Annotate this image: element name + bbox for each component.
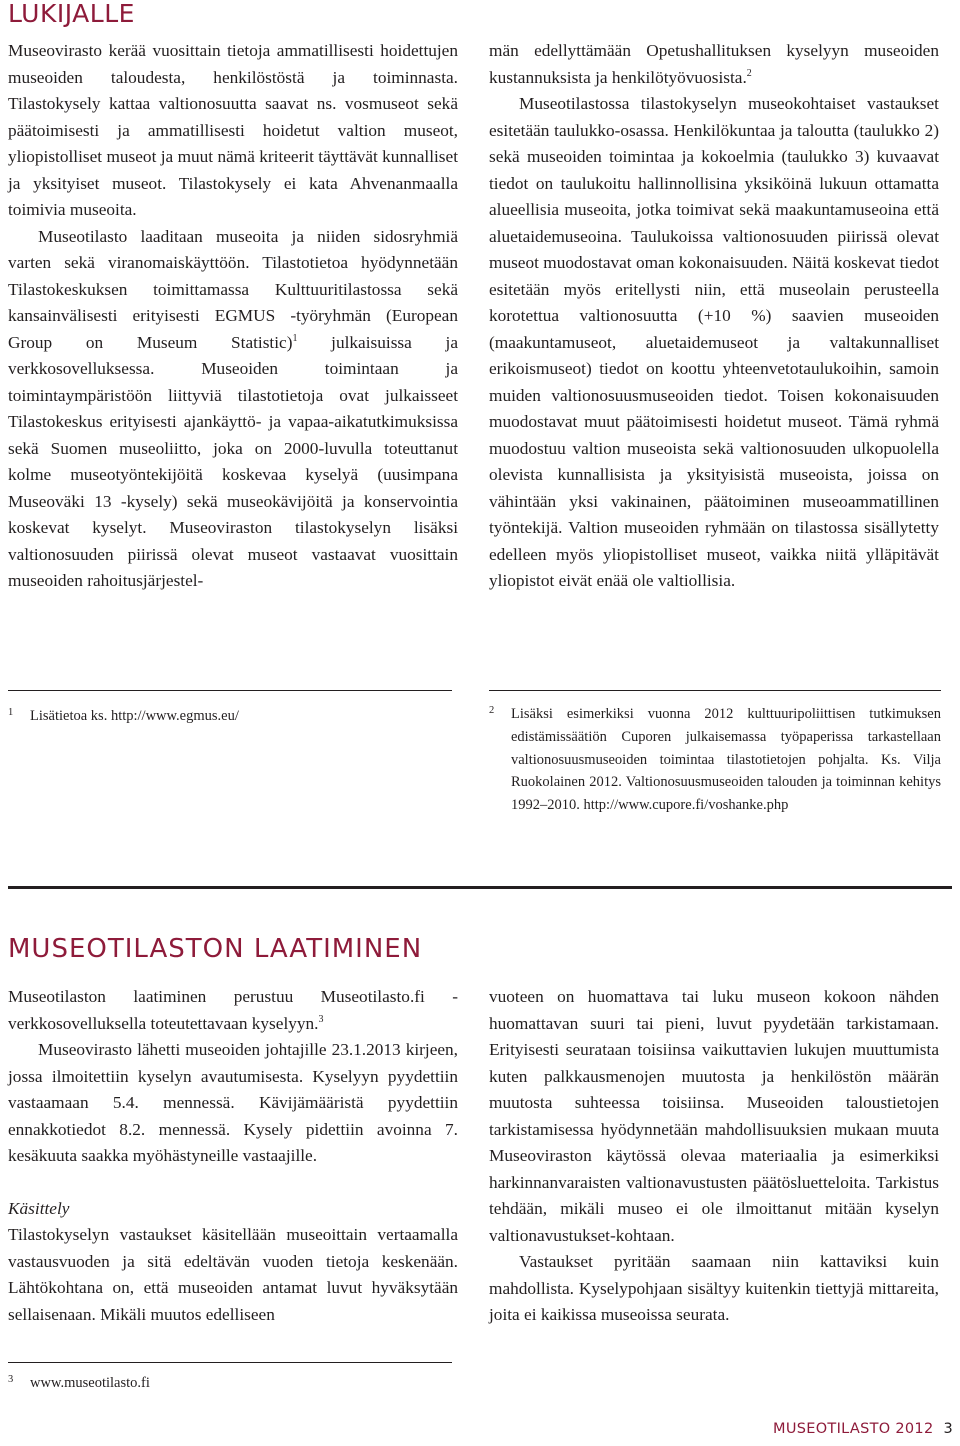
paragraph: Museovirasto lähetti museoiden johtajille 23.1.2013 kirjeen, jossa ilmoitettiin kyselyn avautumisesta. Kyselyyn pyydettiin vastaamaan 5.4. mennessä. Kävijämääristä pyydettiin ennakkotiedot 8.2. mennessä. Kysely pidettiin avoinna 7. kesäkuuta saakka myöhästyneille vastaajille.: [8, 1040, 458, 1165]
footnote-number: 2: [489, 705, 495, 716]
section1-right-column: [489, 38, 939, 595]
footnote-number: 1: [8, 707, 14, 718]
publication-name: MUSEOTILASTO 2012: [773, 1421, 934, 1437]
footnote-2: [489, 703, 941, 817]
footnote-text: Lisätietoa ks. http://www.egmus.eu/: [30, 708, 239, 724]
paragraph: Museovirasto kerää vuosittain tietoja ammatillisesti hoidettujen museoiden taloudesta, henkilöstöstä ja toiminnasta. Tilastokysely kattaa valtionosuutta saavat ns. vosmuseot sekä päätoimisesti ja ammatillisesti hoidetut valtion museot, yliopistolliset museot ja muut nämä kriteerit täyttävät kunnalliset ja yksityiset museot. Tilastokysely ei kata Ahvenanmaalla toimivia museoita.: [8, 41, 458, 219]
section-title-lukijalle: LUKIJALLE: [8, 0, 135, 28]
footnote-3: [8, 1372, 452, 1395]
section2-right-column: [489, 984, 939, 1329]
footnote-divider: [8, 1362, 452, 1363]
section1-left-column: [8, 38, 458, 595]
section-title-museotilaston-laatiminen: MUSEOTILASTON LAATIMINEN: [8, 934, 423, 964]
footnote-text: www.museotilasto.fi: [30, 1375, 150, 1391]
paragraph: vuoteen on huomattava tai luku museon kokoon nähden huomattavan suuri tai pieni, luvut pyydetään tarkistamaan. Erityisesti seurataan toisiinsa vaikuttavien lukujen muuttumista kuten palkkausmenojen muutosta ja henkilöstön määrän muutosta suhteessa toisiinsa. Museoiden taloustietojen tarkistamisessa hyödynnetään mahdollisuuksien mukaan muuta Museoviraston käytössä olevaa materiaalia ja esimerkiksi harkinnanvaraisten valtionavustusten päätösluetteloita. Tarkistus tehdään, mikäli museo ei ole ilmoittanut mitään kyselyn valtionavustukset-kohtaan.: [489, 987, 939, 1245]
footnote-text: Lisäksi esimerkiksi vuonna 2012 kulttuuripoliittisen tutkimuksen edistämissäätiön Cuporen julkaisemassa työpaperissa tarkastellaan valtionosuusmuseoiden toimintaa tilastotietojen pohjalta. Ks. Vilja Ruokolainen 2012. Valtionosuusmuseoiden talouden ja toiminnan kehitys 1992–2010. http://www.cupore.fi/voshanke.php: [511, 706, 941, 814]
footnote-1: [8, 705, 452, 728]
paragraph: [8, 224, 458, 595]
subheading-kasittely: Käsittely: [8, 1198, 70, 1218]
paragraph: [8, 984, 458, 1037]
footnote-divider: [489, 690, 941, 691]
paragraph-text: julkaisuissa ja verkkosovelluksessa. Museoiden toimintaan ja toimintaympäristöön liittyviä tilastotietoja ovat julkaisseet Tilastokeskus erityisesti ajankäyttö- ja vapaa-aikatutkimuksissa sekä Suomen museoliitto, joka on 2000-luvulla toteuttanut kolme museotyöntekijöitä koskevaa kyselyä (uusimpana Museoväki 13 -kysely) sekä museokävijöitä ja konservointia koskevat kyselyt. Museoviraston tilastokyselyn lisäksi valtionosuuden piirissä olevat museot vastaavat vuosittain museoiden rahoitusjärjestel-: [8, 332, 458, 590]
paragraph: [489, 38, 939, 91]
paragraph-text: Museotilasto laaditaan museoita ja niiden sidosryhmiä varten sekä viranomaiskäyttöön. Tilastotietoa hyödynnetään Tilastokeskuksen toimittamassa Kulttuuritilastossa sekä kansainvälisesti erityisesti EGMUS -työryhmän (European Group on Museum Statistic): [8, 226, 458, 352]
footnote-ref-3: 3: [318, 1013, 324, 1025]
paragraph: Vastaukset pyritään saamaan niin kattaviksi kuin mahdollista. Kyselypohjaan sisältyy kuitenkin tiettyjä mittareita, joita ei kaikissa museoissa seurata.: [489, 1252, 939, 1324]
paragraph: Tilastokyselyn vastaukset käsitellään museoittain vertaamalla vastausvuoden ja sitä edeltävän vuoden tietoja keskenään. Lähtökohtana on, että museoiden antamat luvut hyväksytään sellaisenaan. Mikäli muutos edelliseen: [8, 1225, 458, 1324]
footnote-number: 3: [8, 1374, 14, 1385]
page-number: 3: [943, 1421, 953, 1437]
section2-left-column: [8, 984, 458, 1328]
footnote-ref-2: 2: [746, 67, 752, 79]
paragraph-text: män edellyttämään Opetushallituksen kyselyyn museoiden kustannuksista ja henkilötyövuosista.: [489, 41, 939, 87]
paragraph: Museotilastossa tilastokyselyn museokohtaiset vastaukset esitetään taulukko-osassa. Henkilökuntaa ja taloutta (taulukko 2) sekä museoiden toimintaa ja kokoelmia (taulukko 3) kuvaavat tiedot on taulukoitu hallinnollisina yksiköinä lukuun ottamatta alueellisia museoita, jotka toimivat sekä maakuntamuseoina että aluetaidemuseoina. Taulukoissa valtionosuuden piirissä olevat museot muodostavat oman kokonaisuuden. Näitä koskevat tiedot esitetään myös eritellysti niin, että museolain perusteella korotettua valtionosuutta (+10 %) saavien museoiden (maakuntamuseot, aluetaidemuseot ja valtakunnalliset erikoismuseot) tiedot on koottu yhteenvetotaulukoihin, samoin muiden valtionosuusmuseoiden tiedot. Toisen kokonaisuuden muodostavat muut päätoimisesti hoidetut museot. Tämä ryhmä muodostuu valtion museoista sekä valtionosuuden ulkopuolella olevista kunnallisista ja yksityisistä museoista, joissa on vähintään yksi vakinainen, päätoiminen museoammatillinen työntekijä. Valtion museoiden ryhmään on tilastossa sisällytetty edelleen myös yliopistolliset museot, vaikka niitä ylläpitävät yliopistot eivät enää ole valtiollisia.: [489, 94, 939, 590]
section-divider: [8, 886, 952, 889]
footnote-ref-1: 1: [292, 332, 298, 344]
page-footer: [773, 1421, 953, 1437]
footnote-divider: [8, 690, 452, 691]
paragraph-text: Museotilaston laatiminen perustuu Museotilasto.fi -verkkosovelluksella toteutettavaan kyselyyn.: [8, 987, 458, 1033]
